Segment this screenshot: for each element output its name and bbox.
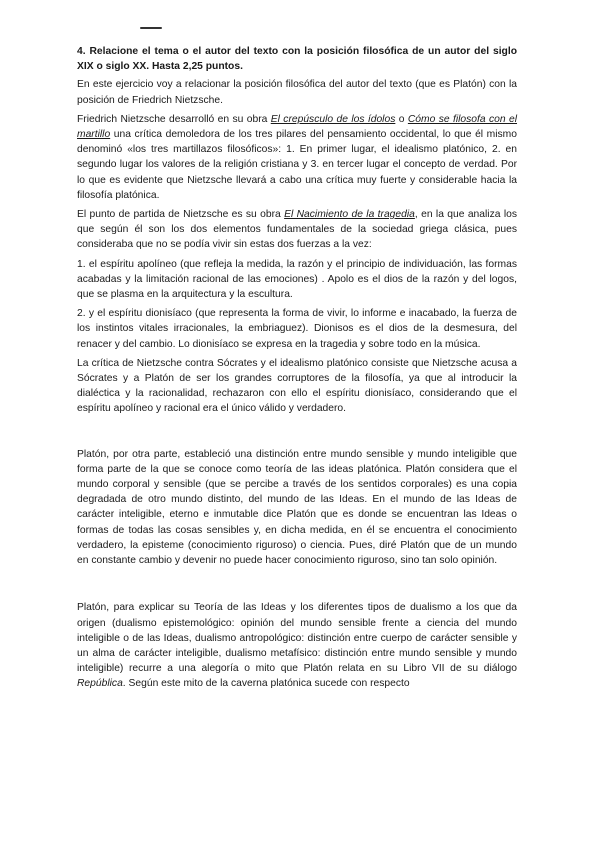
text-run: . Según este mito de la caverna platónica sucede con respecto xyxy=(122,678,410,690)
work-title: El crepúsculo de los ídolos xyxy=(270,113,396,125)
list-item-apollonian: 1. el espíritu apolíneo (que refleja la medida, la razón y el principio de individuación, las formas acabadas y la limitación racional de las emociones) . Apolo es el dios de la razón y del logos, que se plasma en la arquitectura y la escultura. xyxy=(77,258,517,301)
text-run: El punto de partida de Nietzsche es su obra xyxy=(77,209,285,221)
paragraph-plato-dualism xyxy=(77,600,517,691)
pen-mark xyxy=(140,27,162,29)
text-run: , en la que analiza los que según él son los dos elementos fundamentales de la sociedad griega clásica, pues consideraba que no se podía vivir sin estas dos fuerzas a la vez: xyxy=(77,209,517,251)
work-title: El Nacimiento de la tragedia xyxy=(284,209,415,221)
document-body xyxy=(77,44,517,692)
paragraph-tragedy xyxy=(77,207,517,253)
text-run: Platón, para explicar su Teoría de las Ideas y los diferentes tipos de dualismo a los que da origen (dualismo epistemológico: opinión del mundo sensible frente a ciencia del mundo inteligible o de las Ideas, dualismo antropológico: distinción entre cuerpo de carácter sensible y un alma de carácter inteligible, dualismo metafísico: distinción entre mundo sensible y mundo inteligible) recurre a una alegoría o mito que Platón relata en su Libro VII de su diálogo xyxy=(77,602,517,675)
paragraph-socrates-critique: La crítica de Nietzsche contra Sócrates y el idealismo platónico consiste que Nietzsche acusa a Sócrates y a Platón de ser los grandes corruptores de la filosofía, ya que al introducir la dialéctica y la racionalidad, rechazaron con ello el espíritu dionisíaco, considerando que el espíritu apolíneo y racional era el único válido y verdadero. xyxy=(77,357,517,415)
text-run: o xyxy=(395,113,408,125)
work-title: Cómo se filosofa con el martillo xyxy=(77,113,518,141)
list-item-dionysian: 2. y el espíritu dionisíaco (que representa la forma de vivir, lo informe e inacabado, la fuerza de los instintos vitales irracionales, la embriaguez). Dionisos es el dios de la desmesura, del renacer y del cambio. Lo dionisíaco se expresa en la tragedia y sobre todo en la música. xyxy=(77,308,517,350)
text-run: Friedrich Nietzsche desarrolló en su obra xyxy=(77,113,271,125)
question-heading: 4. Relacione el tema o el autor del texto con la posición filosófica de un autor del siglo XIX o siglo XX. Hasta 2,25 puntos. xyxy=(77,46,517,73)
text-run: una crítica demoledora de los tres pilares del pensamiento occidental, lo que él mismo denominó «los tres martillazos filosóficos»: 1. En primer lugar, el idealismo platónico, 2. en segundo lugar los valores de la religión cristiana y 3. en tercer lugar el concepto de verdad. Por lo que es evidente que Nietzsche llevará a cabo una crítica muy fuerte y considerable hacia la filosofía platónica. xyxy=(77,129,517,201)
paragraph-nietzsche-critique xyxy=(77,112,517,203)
work-title: República xyxy=(77,678,123,690)
paragraph-intro: En este ejercicio voy a relacionar la posición filosófica del autor del texto (que es Platón) con la posición de Friedrich Nietzsche. xyxy=(77,79,517,106)
paragraph-plato-worlds: Platón, por otra parte, estableció una distinción entre mundo sensible y mundo inteligible que forma parte de la que se conoce como teoría de las ideas platónica. Platón considera que el mundo corporal y sensible (que se percibe a través de los sentidos corporales) es una copia degradada de otro mundo distinto, del mundo de las Ideas. En el mundo de las Ideas de carácter inteligible, eterno e inmutable dice Platón que es donde se encuentran las Ideas o formas de todas las cosas sensibles y, en dicha medida, en él se encuentra el conocimiento verdadero, la episteme (conocimiento riguroso) o ciencia. Pues, diré Platón que de un mundo en constante cambio y devenir no puede hacer conocimiento riguroso, sino tan solo opinión. xyxy=(77,448,517,567)
